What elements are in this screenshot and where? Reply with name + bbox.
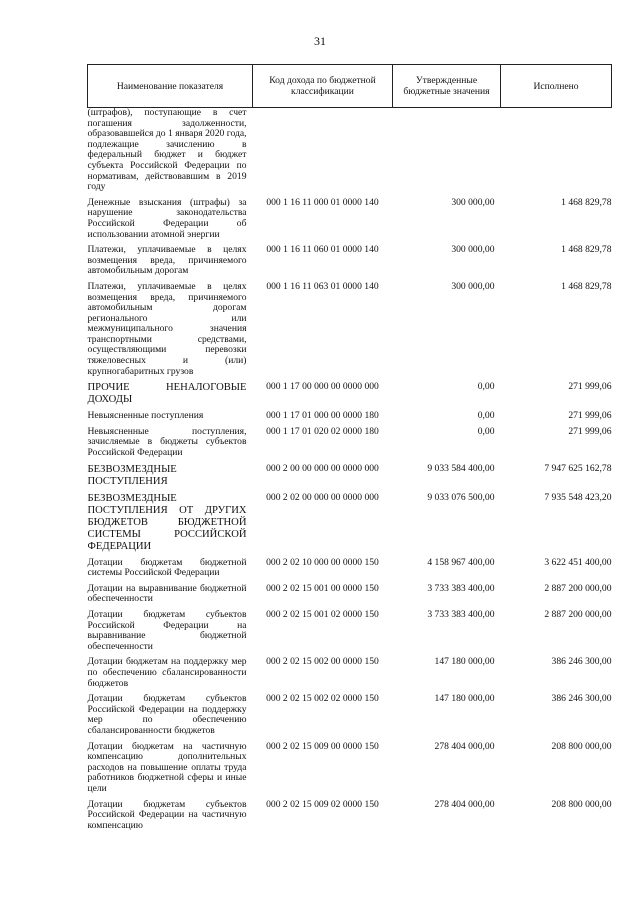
table-row (88, 245, 612, 282)
table-row (88, 411, 612, 427)
table-row (88, 382, 612, 411)
table-body (88, 108, 612, 837)
header-revenue-code: Код дохода по бюджетной классификации (253, 65, 393, 108)
indicator-name-cell: Дотации бюджетам на частичную компенсацию дополнительных расходов на повышение оплаты труда работников бюджетной сферы и иные цели (87, 740, 247, 794)
revenue-code-cell: 000 2 02 15 002 00 0000 150 (266, 656, 379, 668)
approved-value-cell: 3 733 383 400,00 (427, 582, 495, 594)
revenue-code-cell: 000 2 02 15 002 02 0000 150 (266, 693, 379, 705)
header-executed: Исполнено (501, 65, 612, 108)
revenue-code-cell: 000 1 17 01 000 00 0000 180 (266, 410, 379, 422)
executed-value-cell: 386 246 300,00 (551, 693, 612, 705)
table-row (88, 464, 612, 493)
executed-value-cell: 271 999,06 (568, 425, 612, 437)
executed-value-cell: 271 999,06 (568, 381, 612, 393)
approved-value-cell: 9 033 584 400,00 (427, 462, 495, 474)
table-row (88, 282, 612, 382)
header-approved-values: Утвержденные бюджетные значения (393, 65, 501, 108)
executed-value-cell: 1 468 829,78 (561, 244, 612, 256)
table-row (88, 742, 612, 800)
revenue-code-cell: 000 1 16 11 000 01 0000 140 (266, 196, 379, 208)
indicator-name-cell: ПРОЧИЕ НЕНАЛОГОВЫЕ ДОХОДЫ (87, 382, 247, 406)
table-header (88, 65, 612, 108)
indicator-name-cell: Дотации на выравнивание бюджетной обеспеченности (87, 582, 247, 605)
approved-value-cell: 0,00 (477, 425, 495, 437)
indicator-name-cell: БЕЗВОЗМЕЗДНЫЕ ПОСТУПЛЕНИЯ (87, 463, 177, 487)
indicator-name-cell: (штрафов), поступающие в счет погашения задолженности, образовавшейся до 1 января 2020 года, подлежащие зачислению в федеральный бюджет и бюджет субъекта Российской Федерации по нормативам, действовавшим в 2019 году (87, 107, 247, 193)
indicator-name-cell: Невыясненные поступления, зачисляемые в бюджеты субъектов Российской Федерации (87, 425, 247, 459)
indicator-name-cell: БЕЗВОЗМЕЗДНЫЕ ПОСТУПЛЕНИЯ ОТ ДРУГИХ БЮДЖЕТОВ БЮДЖЕТНОЙ СИСТЕМЫ РОССИЙСКОЙ ФЕДЕРАЦИИ (87, 492, 247, 552)
approved-value-cell: 278 404 000,00 (434, 798, 495, 810)
executed-value-cell: 7 935 548 423,20 (544, 491, 612, 503)
indicator-name-cell: Платежи, уплачиваемые в целях возмещения вреда, причиняемого автомобильным дорогам (87, 244, 247, 277)
indicator-name-cell: Дотации бюджетам на поддержку мер по обеспечению сбалансированности бюджетов (87, 656, 247, 689)
indicator-name-cell: Дотации бюджетам бюджетной системы Российской Федерации (87, 556, 247, 579)
revenue-code-cell: 000 1 17 00 000 00 0000 000 (266, 381, 379, 393)
table-row (88, 800, 612, 837)
executed-value-cell: 208 800 000,00 (551, 740, 612, 752)
table-row (88, 610, 612, 657)
table-row (88, 108, 612, 198)
approved-value-cell: 147 180 000,00 (434, 656, 495, 668)
table-row (88, 584, 612, 610)
indicator-name-cell: Дотации бюджетам субъектов Российской Федерации на выравнивание бюджетной обеспеченности (87, 609, 247, 652)
executed-value-cell: 2 887 200 000,00 (544, 582, 612, 594)
approved-value-cell (393, 108, 501, 198)
approved-value-cell: 3 733 383 400,00 (427, 609, 495, 620)
executed-value-cell: 271 999,06 (568, 410, 612, 422)
table-row (88, 694, 612, 741)
revenue-code-cell: 000 1 16 11 063 01 0000 140 (266, 280, 379, 292)
revenue-code-cell: 000 1 16 11 060 01 0000 140 (266, 244, 379, 256)
approved-value-cell: 300 000,00 (451, 280, 495, 292)
executed-value-cell: 1 468 829,78 (561, 280, 612, 292)
table-row (88, 657, 612, 694)
executed-value-cell: 208 800 000,00 (551, 798, 612, 810)
approved-value-cell: 9 033 076 500,00 (427, 491, 495, 503)
revenue-code-cell: 000 2 02 15 009 00 0000 150 (266, 740, 379, 752)
page-number: 31 (314, 34, 326, 48)
indicator-name-cell: Дотации бюджетам субъектов Российской Федерации на поддержку мер по обеспечению сбалансированности бюджетов (87, 693, 247, 736)
revenue-table (87, 64, 612, 836)
approved-value-cell: 300 000,00 (451, 244, 495, 256)
approved-value-cell: 0,00 (477, 381, 495, 393)
indicator-name-cell: Денежные взыскания (штрафы) за нарушение законодательства Российской Федерации об использовании атомной энергии (87, 196, 247, 240)
table-row (88, 198, 612, 245)
executed-value-cell: 2 887 200 000,00 (544, 609, 612, 620)
revenue-code-cell: 000 1 17 01 020 02 0000 180 (266, 425, 379, 437)
approved-value-cell: 0,00 (477, 410, 495, 422)
header-indicator-name: Наименование показателя (88, 65, 253, 108)
revenue-code-cell (253, 108, 393, 198)
revenue-code-cell: 000 2 00 00 000 00 0000 000 (266, 462, 379, 474)
approved-value-cell: 4 158 967 400,00 (427, 556, 495, 568)
revenue-code-cell: 000 2 02 15 009 02 0000 150 (266, 798, 379, 810)
approved-value-cell: 147 180 000,00 (434, 693, 495, 705)
indicator-name-cell: Дотации бюджетам субъектов Российской Федерации на частичную компенсацию (87, 798, 247, 831)
executed-value-cell: 386 246 300,00 (551, 656, 612, 668)
approved-value-cell: 278 404 000,00 (434, 740, 495, 752)
table-row (88, 493, 612, 558)
indicator-name-cell: Невыясненные поступления (87, 410, 204, 422)
revenue-code-cell: 000 2 02 15 001 00 0000 150 (266, 582, 379, 594)
revenue-code-cell: 000 2 02 10 000 00 0000 150 (266, 556, 379, 568)
indicator-name-cell: Платежи, уплачиваемые в целях возмещения вреда, причиняемого автомобильным дорогам регионального или межмуниципального значения транспортными средствами, осуществляющими перевозки тяжеловесных и (или) крупногабаритных грузов (87, 280, 247, 377)
executed-value-cell (501, 108, 612, 198)
table-row (88, 558, 612, 584)
executed-value-cell: 3 622 451 400,00 (544, 556, 612, 568)
executed-value-cell: 7 947 625 162,78 (544, 462, 612, 474)
approved-value-cell: 300 000,00 (451, 196, 495, 208)
executed-value-cell: 1 468 829,78 (561, 196, 612, 208)
revenue-code-cell: 000 2 02 15 001 02 0000 150 (266, 609, 379, 620)
table-row (88, 427, 612, 464)
revenue-code-cell: 000 2 02 00 000 00 0000 000 (266, 491, 379, 503)
